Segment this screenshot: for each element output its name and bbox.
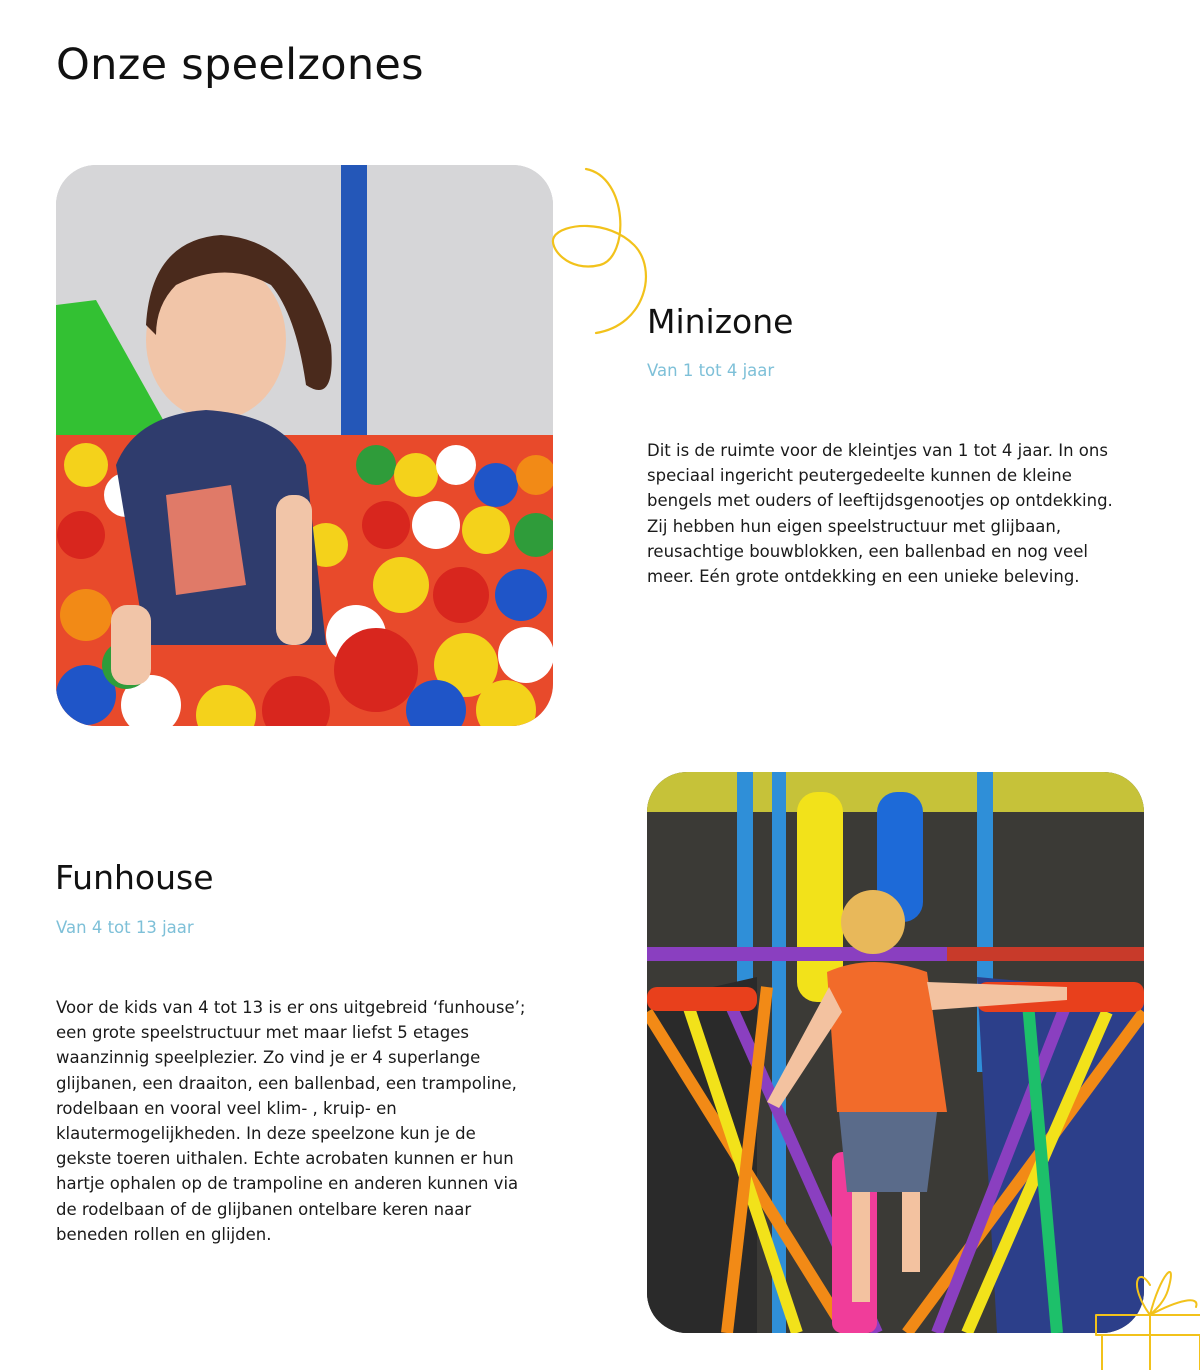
text-line: de rodelbaan of de glijbanen ontelbare keren naar xyxy=(56,1199,472,1219)
text-line: hartje ophalen op de trampoline en anderen kunnen via xyxy=(56,1174,519,1194)
text-line: Dit is de ruimte voor de kleintjes van 1 tot 4 jaar. In ons xyxy=(647,441,1108,460)
text-line: reusachtige bouwblokken, een ballenbad en nog veel xyxy=(647,541,1088,561)
zone-title-minizone: Minizone xyxy=(647,302,794,341)
text-line: een grote speelstructuur met maar liefst 5 etages xyxy=(56,1023,470,1043)
zone-description-minizone xyxy=(647,438,1147,589)
text-line: bengels met ouders of leeftijdsgenootjes op ontdekking. xyxy=(647,491,1113,511)
text-line: beneden rollen en glijden. xyxy=(56,1224,272,1244)
text-line: meer. Eén grote ontdekking en een unieke beleving. xyxy=(647,567,1080,587)
text-line: glijbanen, een draaiton, een ballenbad, een trampoline, xyxy=(56,1073,517,1093)
yellow-gift-outline-icon xyxy=(1088,1245,1200,1370)
zone-description-funhouse xyxy=(56,995,556,1247)
text-line: rodelbaan en vooral veel klim- , kruip- en xyxy=(56,1098,397,1118)
minizone-photo xyxy=(56,165,553,726)
page-title: Onze speelzones xyxy=(56,40,424,90)
child-in-ball-pit-photo-icon xyxy=(56,165,553,726)
child-on-climbing-bridge-photo-icon xyxy=(647,772,1144,1333)
yellow-loop-doodle-icon xyxy=(548,165,658,340)
funhouse-photo xyxy=(647,772,1144,1333)
text-line: Zij hebben hun eigen speelstructuur met glijbaan, xyxy=(647,516,1062,536)
text-line: speciaal ingericht peutergedeelte kunnen de kleine xyxy=(647,466,1072,486)
zone-age-minizone: Van 1 tot 4 jaar xyxy=(647,361,775,380)
text-line: klautermogelijkheden. In deze speelzone kun je de xyxy=(56,1124,476,1144)
zone-title-funhouse: Funhouse xyxy=(55,858,214,897)
zone-age-funhouse: Van 4 tot 13 jaar xyxy=(56,918,194,937)
text-line: waanzinnig speelplezier. Zo vind je er 4 superlange xyxy=(56,1048,481,1068)
text-line: Voor de kids van 4 tot 13 is er ons uitgebreid ‘funhouse’; xyxy=(56,998,526,1017)
text-line: gekste toeren uithalen. Echte acrobaten kunnen er hun xyxy=(56,1149,514,1169)
